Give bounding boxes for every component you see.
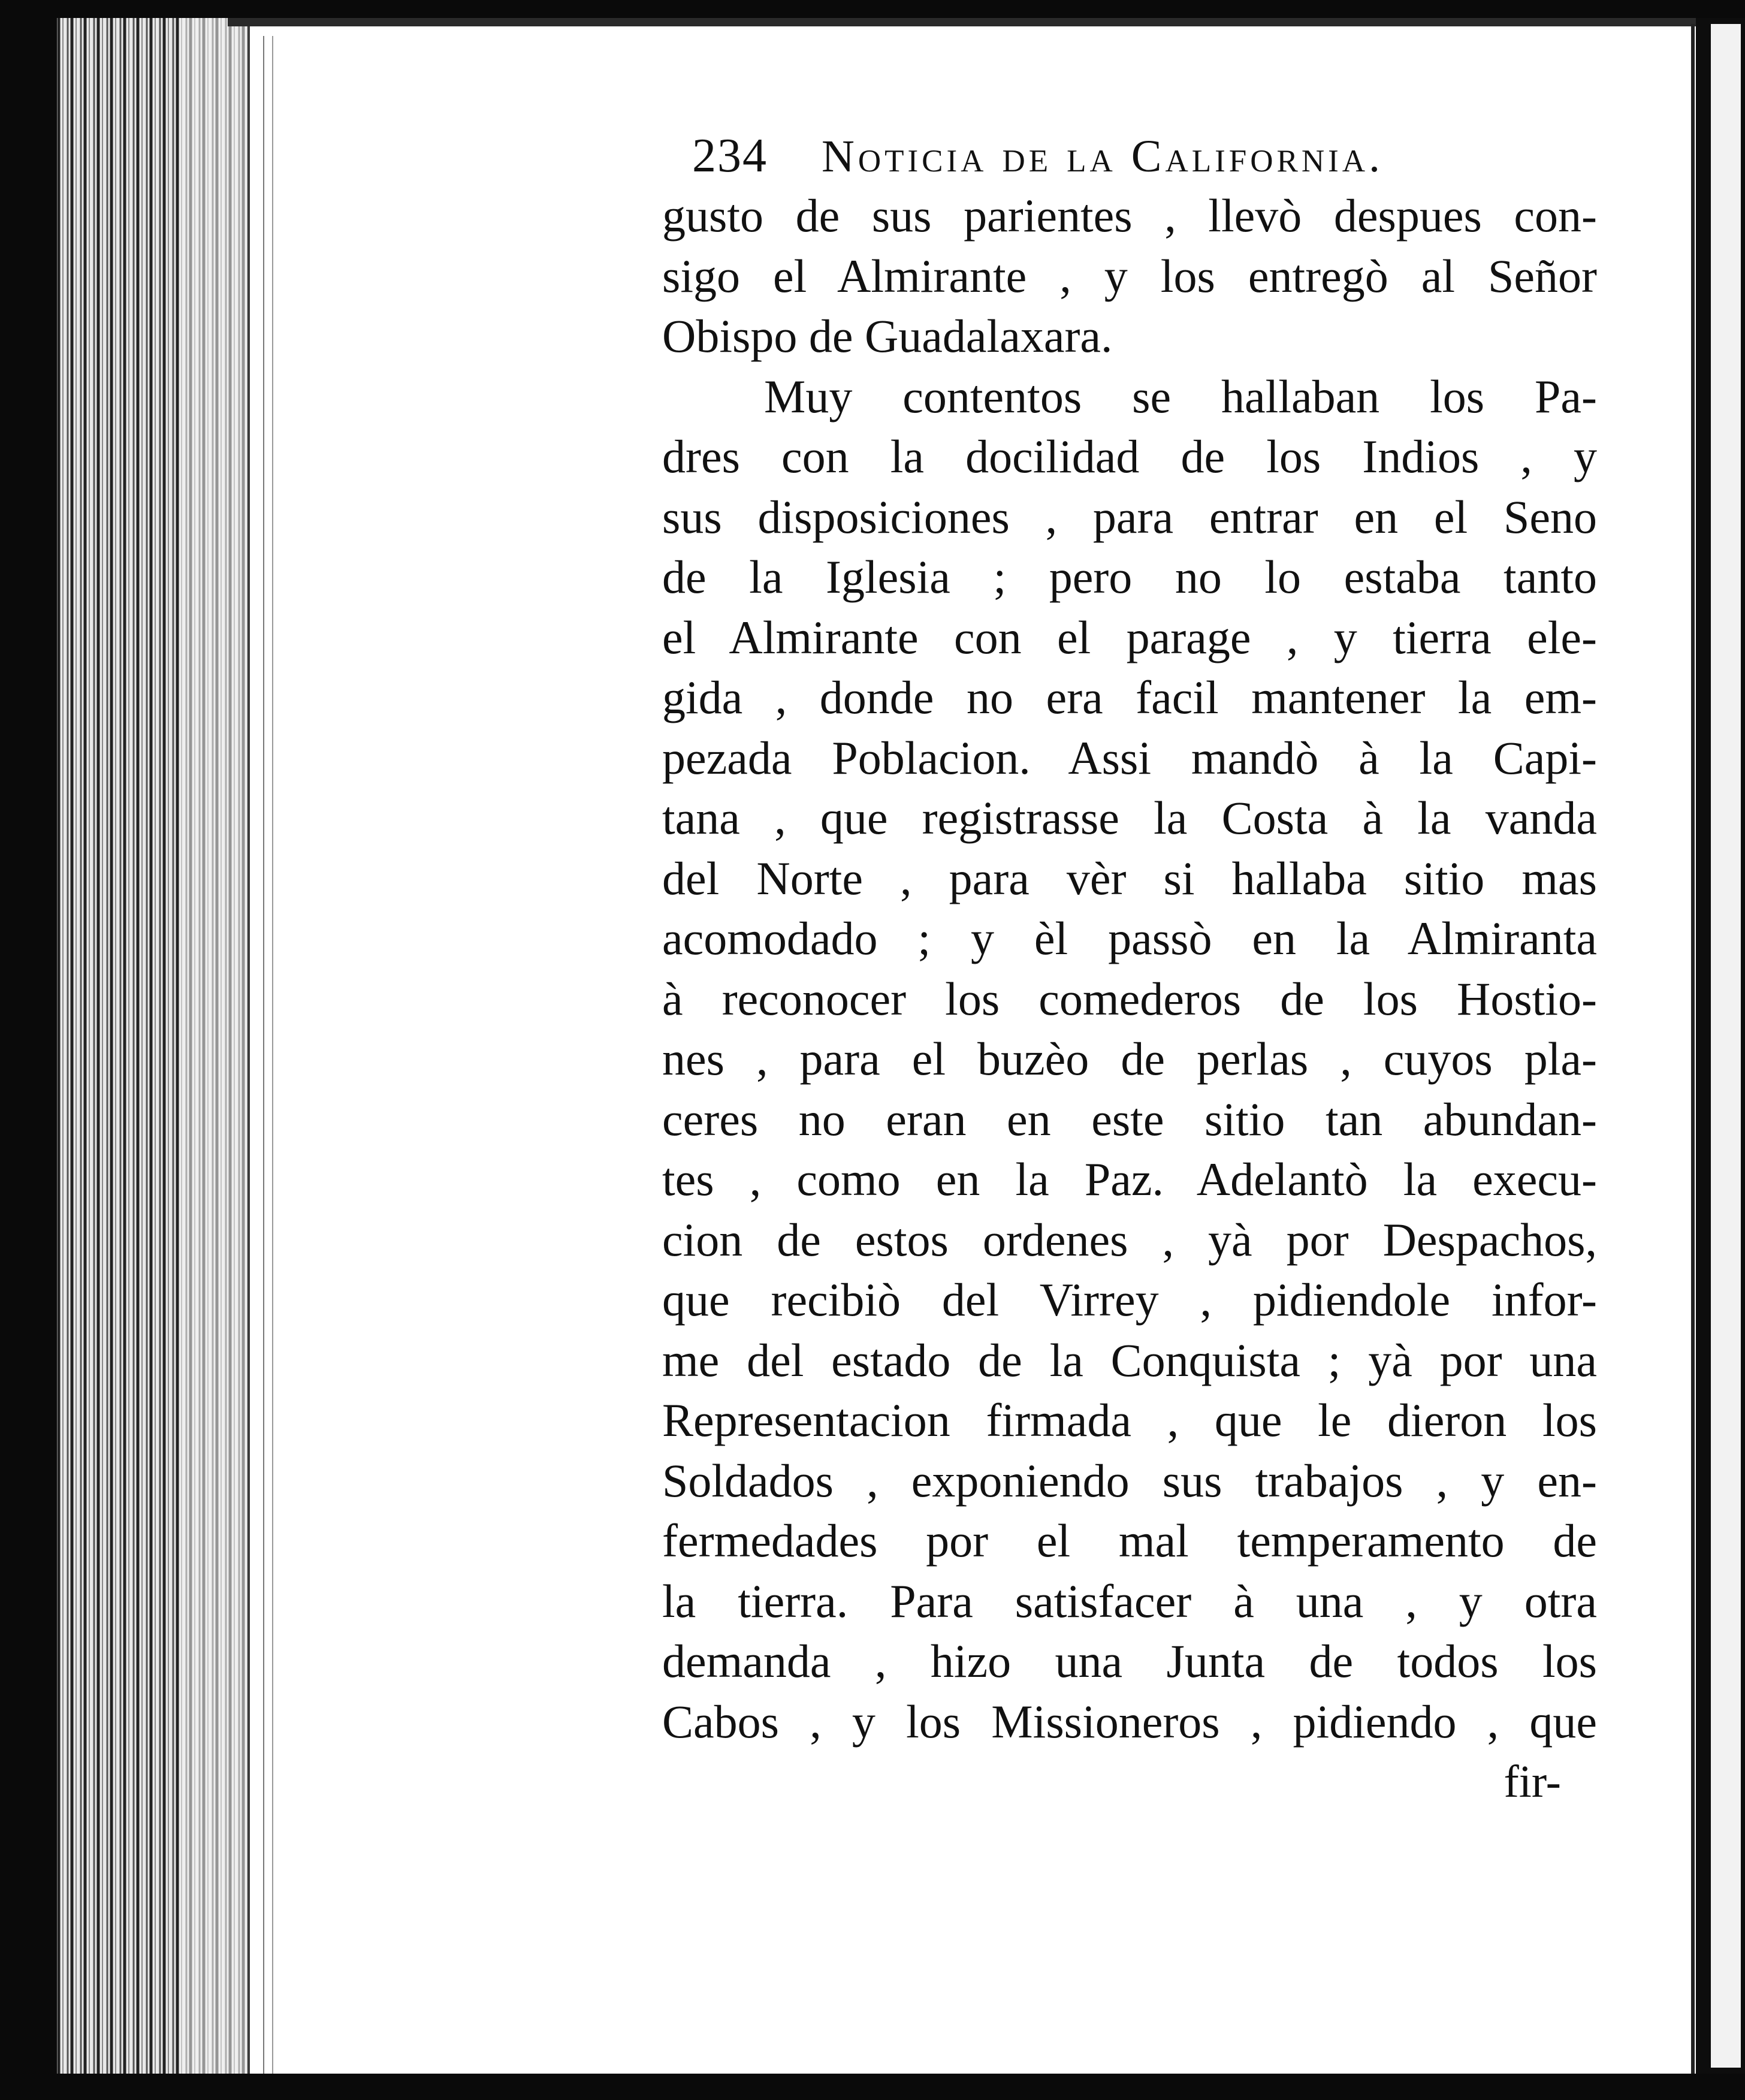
- text-line: pezada Poblacion. Assi mandò à la Capi-: [662, 731, 1597, 784]
- page-number: 234: [692, 129, 768, 182]
- text-line: Muy contentos se hallaban los Pa-: [764, 370, 1597, 423]
- text-line: la tierra. Para satisfacer à una , y otra: [662, 1574, 1597, 1627]
- text-line: cion de estos ordenes , yà por Despachos,: [662, 1213, 1597, 1266]
- text-line: fermedades por el mal temperamento de: [662, 1514, 1597, 1567]
- running-title: Noticia de la California.: [822, 131, 1384, 182]
- text-line: el Almirante con el parage , y tierra ele-: [662, 611, 1597, 663]
- text-line: gusto de sus parientes , llevò despues con-: [662, 189, 1597, 242]
- text-line: ceres no eran en este sitio tan abundan-: [662, 1093, 1597, 1145]
- text-line: acomodado ; y èl passò en la Almiranta: [662, 912, 1597, 964]
- text-line: Representacion firmada , que le dieron los: [662, 1394, 1597, 1446]
- catchword: fir-: [1504, 1757, 1561, 1807]
- text-line: dres con la docilidad de los Indios , y: [662, 430, 1597, 482]
- text-line: gida , donde no era facil mantener la em-: [662, 671, 1597, 723]
- page-text-block: [662, 129, 1597, 1812]
- running-head: [692, 129, 1597, 186]
- text-line: sus disposiciones , para entrar en el Seno: [662, 490, 1597, 543]
- text-line: demanda , hizo una Junta de todos los: [662, 1635, 1597, 1687]
- text-line: Obispo de Guadalaxara.: [662, 310, 1113, 362]
- text-line: tana , que registrasse la Costa à la vanda: [662, 792, 1597, 844]
- text-line: à reconocer los comederos de los Hostio-: [662, 972, 1597, 1025]
- text-line: tes , como en la Paz. Adelantò la execu-: [662, 1153, 1597, 1205]
- text-line: nes , para el buzèo de perlas , cuyos pla-: [662, 1033, 1597, 1085]
- text-line: que recibiò del Virrey , pidiendole infor-: [662, 1274, 1597, 1326]
- text-line: Soldados , exponiendo sus trabajos , y en-: [662, 1454, 1597, 1507]
- text-line: me del estado de la Conquista ; yà por una: [662, 1333, 1597, 1386]
- text-line: Cabos , y los Missioneros , pidiendo , que: [662, 1695, 1597, 1748]
- text-line: del Norte , para vèr si hallaba sitio mas: [662, 852, 1597, 904]
- text-line: de la Iglesia ; pero no lo estaba tanto: [662, 551, 1597, 603]
- text-line: sigo el Almirante , y los entregò al Señor: [662, 249, 1597, 302]
